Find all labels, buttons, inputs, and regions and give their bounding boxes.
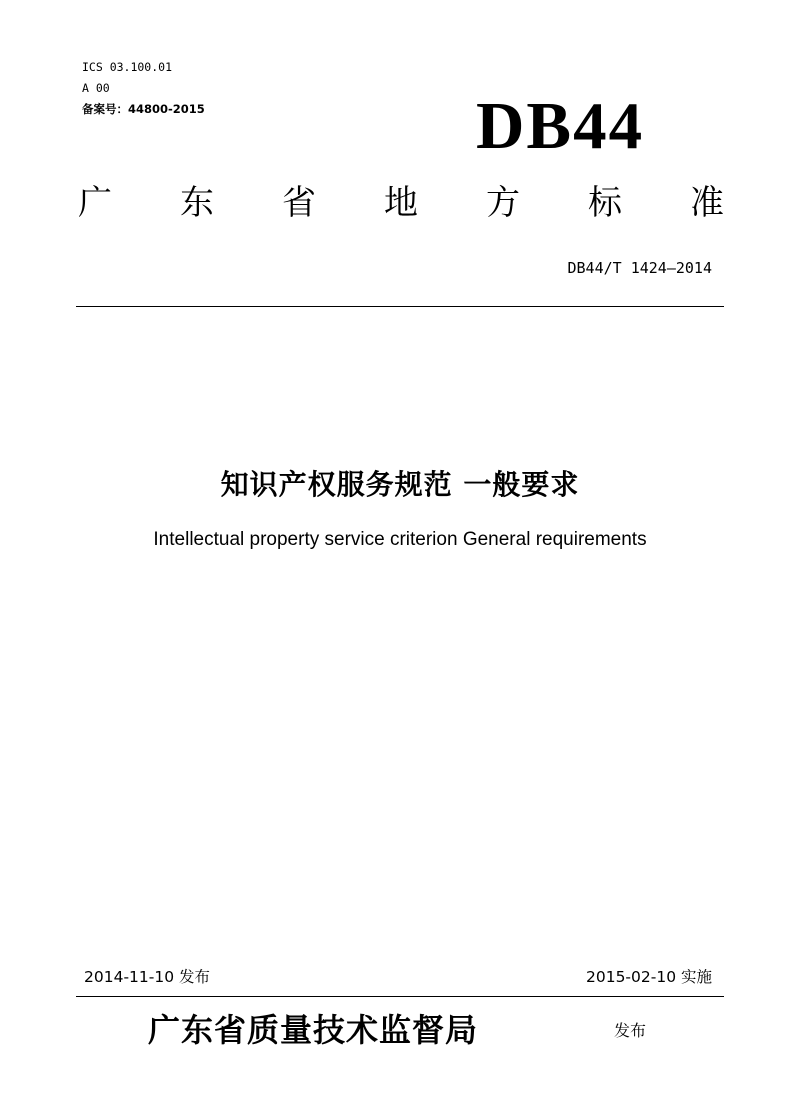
filing-number: 备案号：44800-2015 [82,102,205,116]
ccs-code: A 00 [82,81,110,95]
issue-date: 2014-11-10 发布 [84,968,211,986]
issuing-authority: 广东省质量技术监督局 [148,1011,479,1049]
bottom-divider [76,996,724,997]
document-title-english: Intellectual property service criterion General requirements [153,529,647,550]
standard-code: DB44/T 1424—2014 [567,259,712,277]
standard-type-char: 方 [486,183,520,223]
issuing-authority-suffix: 发布 [614,1021,647,1040]
standard-type-char: 标 [588,183,622,223]
standard-type-char: 省 [282,183,316,223]
standard-type-heading [78,180,724,226]
standard-type-char: 准 [690,183,724,223]
ics-code: ICS 03.100.01 [82,60,173,74]
document-title-chinese: 知识产权服务规范 一般要求 [220,468,580,501]
standard-type-char: 东 [180,183,214,223]
standard-type-char: 地 [384,183,418,223]
implementation-date: 2015-02-10 实施 [585,968,712,986]
top-divider [76,306,724,307]
standard-type-char: 广 [78,183,112,223]
db-logo: DB44 [476,89,645,163]
